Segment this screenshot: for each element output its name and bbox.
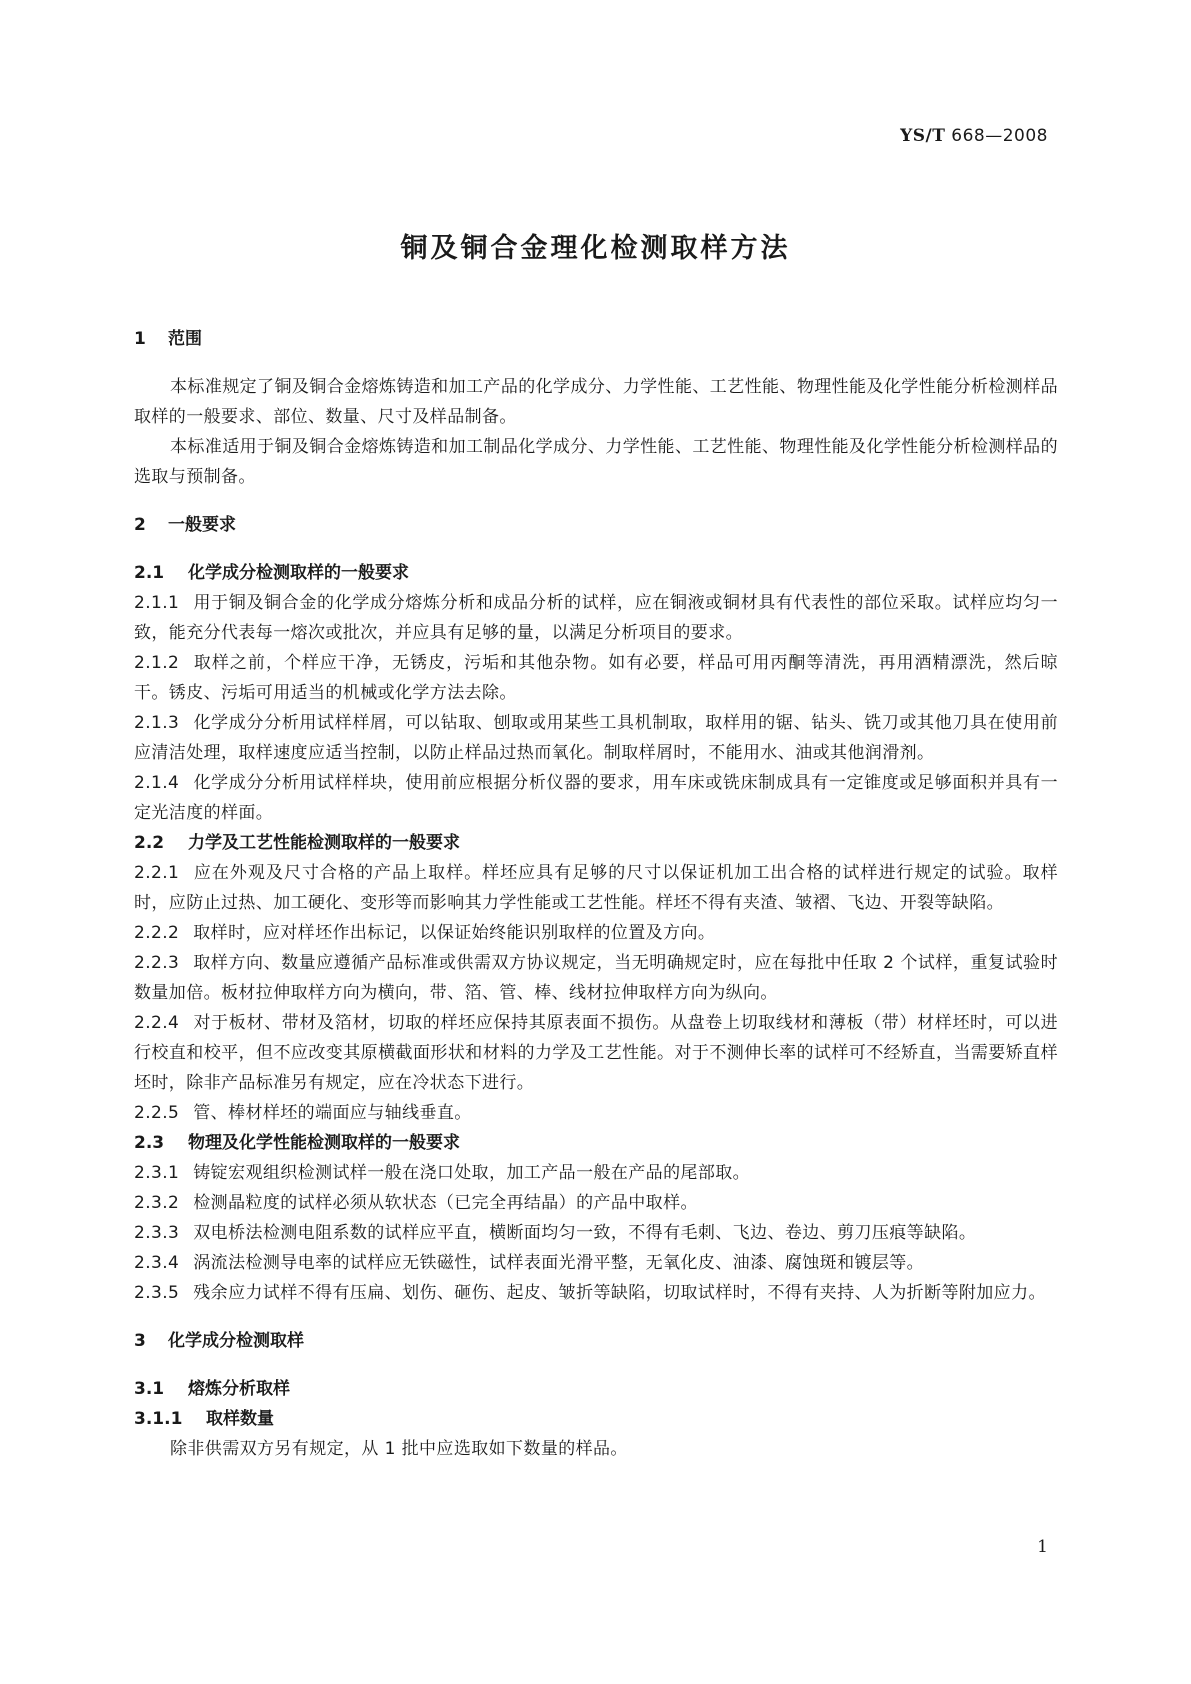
clause-2-2-5: 2.2.5 管、棒材样坯的端面应与轴线垂直。	[134, 1103, 472, 1123]
document-title: 铜及铜合金理化检测取样方法	[400, 233, 791, 264]
section-1-paragraph-1: 本标准规定了铜及铜合金熔炼铸造和加工产品的化学成分、力学性能、工艺性能、物理性能及化学性能分析检测样品取样的一般要求、部位、数量、尺寸及样品制备。	[134, 377, 1058, 427]
clause-2-2-3: 2.2.3 取样方向、数量应遵循产品标准或供需双方协议规定，当无明确规定时，应在每批中任取 2 个试样，重复试验时数量加倍。板材拉伸取样方向为横向，带、箔、管、棒、线材拉伸取样方向为纵向。	[134, 953, 1058, 1003]
clause-2-1-1: 2.1.1 用于铜及铜合金的化学成分熔炼分析和成品分析的试样，应在铜液或铜材具有代表性的部位采取。试样应均匀一致，能充分代表每一熔次或批次，并应具有足够的量，以满足分析项目的要求。	[134, 593, 1058, 643]
section-1-paragraph-2: 本标准适用于铜及铜合金熔炼铸造和加工制品化学成分、力学性能、工艺性能、物理性能及化学性能分析检测样品的选取与预制备。	[134, 437, 1058, 487]
section-2-heading: 2 一般要求	[134, 515, 236, 535]
section-3-1-1-paragraph: 除非供需双方另有规定，从 1 批中应选取如下数量的样品。	[170, 1439, 628, 1459]
clause-2-2-4: 2.2.4 对于板材、带材及箔材，切取的样坯应保持其原表面不损伤。从盘卷上切取线材和薄板（带）材样坯时，可以进行校直和校平，但不应改变其原横截面形状和材料的力学及工艺性能。对于不测伸长率的试样可不经矫直，当需要矫直样坯时，除非产品标准另有规定，应在冷状态下进行。	[134, 1013, 1058, 1093]
clause-2-1-3: 2.1.3 化学成分分析用试样样屑，可以钻取、刨取或用某些工具机制取，取样用的锯、钻头、铣刀或其他刀具在使用前应清洁处理，取样速度应适当控制，以防止样品过热而氧化。制取样屑时，不能用水、油或其他润滑剂。	[134, 713, 1058, 763]
document-body	[134, 320, 1058, 1464]
clause-2-3-1: 2.3.1 铸锭宏观组织检测试样一般在浇口处取，加工产品一般在产品的尾部取。	[134, 1163, 751, 1183]
clause-2-3-4: 2.3.4 涡流法检测导电率的试样应无铁磁性，试样表面光滑平整，无氧化皮、油漆、腐蚀斑和镀层等。	[134, 1253, 925, 1273]
clause-2-1-2: 2.1.2 取样之前，个样应干净，无锈皮，污垢和其他杂物。如有必要，样品可用丙酮等清洗，再用酒精漂洗，然后晾干。锈皮、污垢可用适当的机械或化学方法去除。	[134, 653, 1058, 703]
clause-2-3-2: 2.3.2 检测晶粒度的试样必须从软状态（已完全再结晶）的产品中取样。	[134, 1193, 698, 1213]
clause-2-3-3: 2.3.3 双电桥法检测电阻系数的试样应平直，横断面均匀一致，不得有毛刺、飞边、卷边、剪刀压痕等缺陷。	[134, 1223, 977, 1243]
section-3-1-1-heading: 3.1.1 取样数量	[134, 1409, 274, 1429]
standard-code: YS/T 668—2008	[900, 126, 1048, 146]
clause-2-2-1: 2.2.1 应在外观及尺寸合格的产品上取样。样坯应具有足够的尺寸以保证机加工出合格的试样进行规定的试验。取样时，应防止过热、加工硬化、变形等而影响其力学性能或工艺性能。样坯不得有夹渣、皱褶、飞边、开裂等缺陷。	[134, 863, 1058, 913]
clause-2-3-5: 2.3.5 残余应力试样不得有压扁、划伤、砸伤、起皮、皱折等缺陷，切取试样时，不得有夹持、人为折断等附加应力。	[134, 1283, 1046, 1303]
clause-2-1-4: 2.1.4 化学成分分析用试样样块，使用前应根据分析仪器的要求，用车床或铣床制成具有一定锥度或足够面积并具有一定光洁度的样面。	[134, 773, 1058, 823]
clause-2-2-2: 2.2.2 取样时，应对样坯作出标记，以保证始终能识别取样的位置及方向。	[134, 923, 716, 943]
section-3-heading: 3 化学成分检测取样	[134, 1331, 304, 1351]
section-2-3-heading: 2.3 物理及化学性能检测取样的一般要求	[134, 1133, 460, 1153]
section-2-1-heading: 2.1 化学成分检测取样的一般要求	[134, 563, 409, 583]
section-1-heading: 1 范围	[134, 329, 202, 349]
section-2-2-heading: 2.2 力学及工艺性能检测取样的一般要求	[134, 833, 460, 853]
section-3-1-heading: 3.1 熔炼分析取样	[134, 1379, 290, 1399]
page-number: 1	[1037, 1537, 1048, 1557]
